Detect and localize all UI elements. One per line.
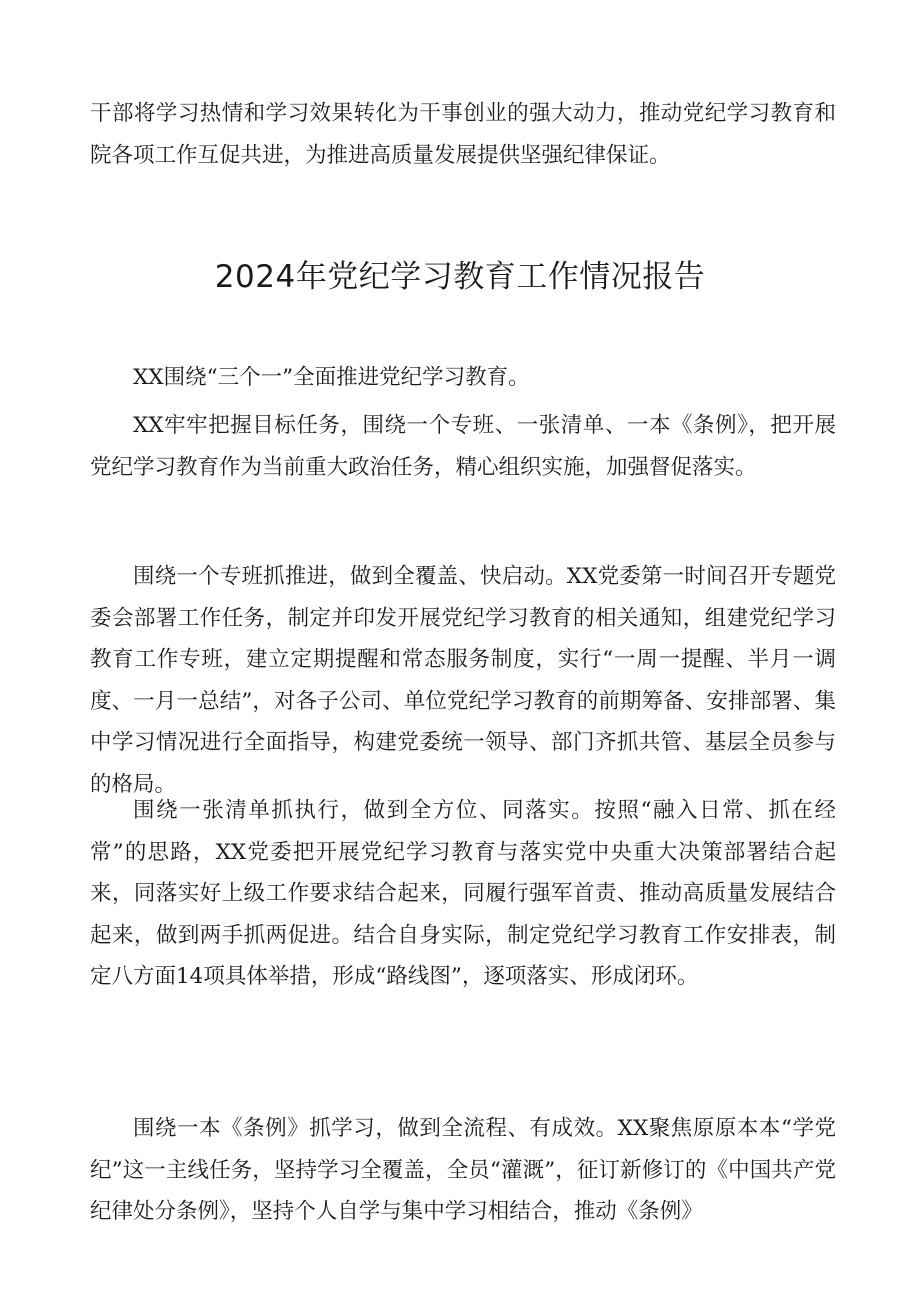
paragraph-3: 围绕一个专班抓推进，做到全覆盖、快启动。XX党委第一时间召开专题党委会部署工作任务，制定并印发开展党纪学习教育的相关通知，组建党纪学习教育工作专班，建立定期提醒和常态服务制度，实行“一周一提醒、半月一调度、一月一总结”，对各子公司、单位党纪学习教育的前期筹备、安排部署、集中学习情况进行全面指导，构建党委统一领导、部门齐抓共管、基层全员参与的格局。 (90, 564, 836, 797)
paragraph-1: XX围绕“三个一”全面推进党纪学习教育。 (133, 365, 530, 390)
lead-paragraph: 干部将学习热情和学习效果转化为干事创业的强大动力，推动党纪学习教育和院各项工作互促共进，为推进高质量发展提供坚强纪律保证。 (90, 101, 836, 168)
paragraph-2: XX牢牢把握目标任务，围绕一个专班、一张清单、一本《条例》，把开展党纪学习教育作为当前重大政治任务，精心组织实施，加强督促落实。 (90, 413, 836, 480)
paragraph-4: 围绕一张清单抓执行，做到全方位、同落实。按照“融入日常、抓在经常”的思路，XX党委把开展党纪学习教育与落实党中央重大决策部署结合起来，同落实好上级工作要求结合起来，同履行强军首责、推动高质量发展结合起来，做到两手抓两促进。结合自身实际，制定党纪学习教育工作安排表，制定八方面14项具体举措，形成“路线图”，逐项落实、形成闭环。 (90, 798, 836, 989)
document-title: 2024年党纪学习教育工作情况报告 (214, 259, 706, 295)
paragraph-5: 围绕一本《条例》抓学习，做到全流程、有成效。XX聚焦原原本本“学党纪”这一主线任务，坚持学习全覆盖，全员“灌溉”，征订新修订的《中国共产党纪律处分条例》，坚持个人自学与集中学习相结合，推动《条例》 (90, 1116, 836, 1224)
